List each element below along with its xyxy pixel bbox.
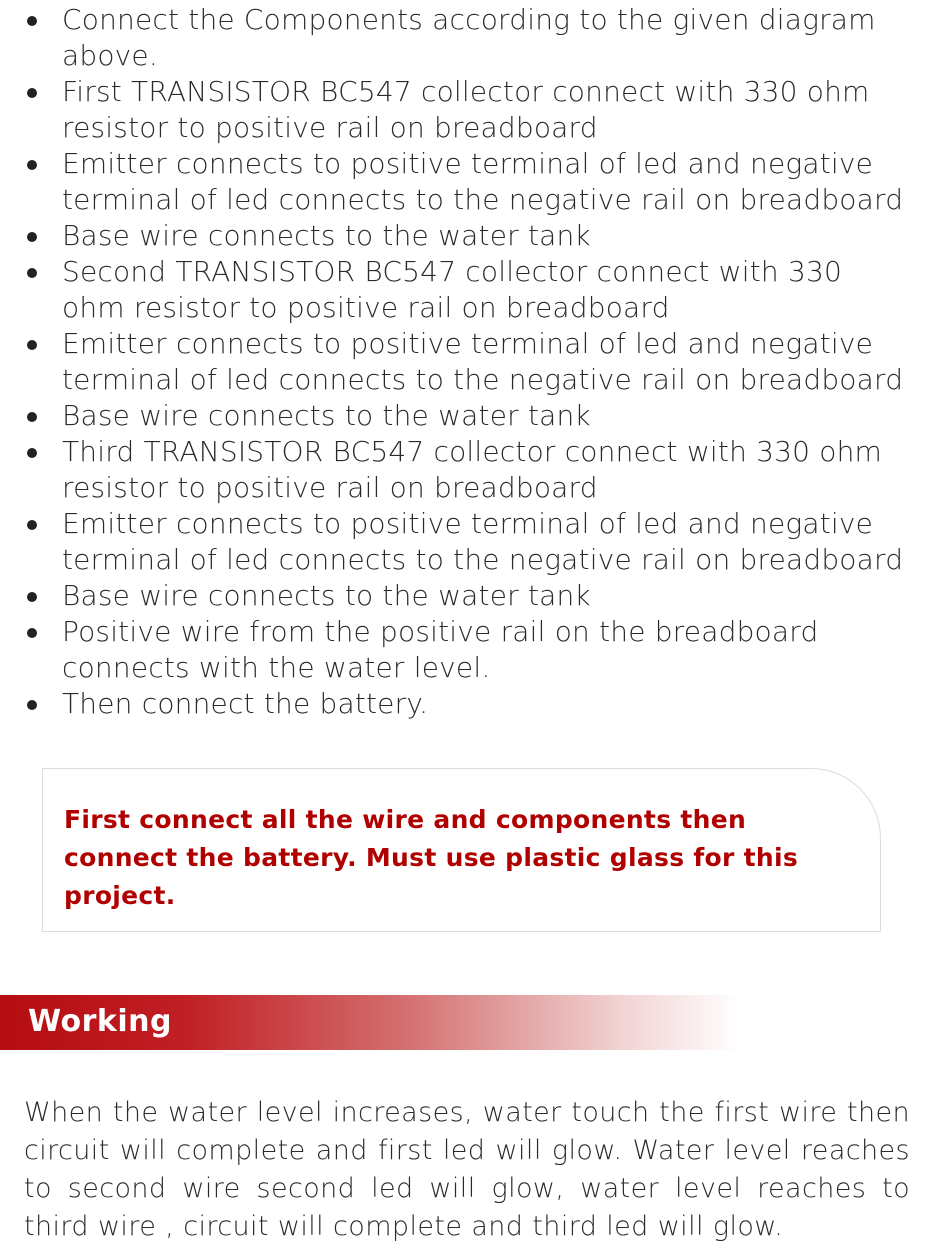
step-item — [0, 74, 931, 146]
step-item — [0, 614, 931, 686]
step-text: Emitter connects to positive terminal of led and negative terminal of led connects to the negative rail on breadboard — [62, 327, 904, 396]
step-item — [0, 686, 931, 722]
warning-note-text: First connect all the wire and components then connect the battery. Must use plastic glass for this project. — [64, 805, 799, 910]
bullet-icon — [27, 448, 37, 458]
working-description: When the water level increases, water touch the first wire then circuit will complete and first led will glow. Water level reaches to second wire second led will glow, water level reaches to third wire , circuit will complete and third led will glow. — [24, 1097, 910, 1242]
bullet-icon — [27, 520, 37, 530]
bullet-icon — [27, 592, 37, 602]
step-text: Then connect the battery. — [62, 687, 429, 720]
step-text: Emitter connects to positive terminal of led and negative terminal of led connects to the negative rail on breadboard — [62, 147, 904, 216]
bullet-icon — [27, 340, 37, 350]
step-item — [0, 434, 931, 506]
step-item — [0, 578, 931, 614]
step-text: Base wire connects to the water tank — [62, 399, 591, 432]
bullet-icon — [27, 16, 37, 26]
bullet-icon — [27, 232, 37, 242]
bullet-icon — [27, 412, 37, 422]
step-text: Second TRANSISTOR BC547 collector connect with 330 ohm resistor to positive rail on breadboard — [62, 255, 842, 324]
step-item — [0, 326, 931, 398]
bullet-icon — [27, 160, 37, 170]
step-text: Base wire connects to the water tank — [62, 219, 591, 252]
step-text: Positive wire from the positive rail on the breadboard connects with the water level. — [62, 615, 819, 684]
step-text: First TRANSISTOR BC547 collector connect with 330 ohm resistor to positive rail on breadboard — [62, 75, 870, 144]
step-text: Emitter connects to positive terminal of led and negative terminal of led connects to the negative rail on breadboard — [62, 507, 904, 576]
assembly-steps-list — [0, 2, 931, 722]
step-item — [0, 254, 931, 326]
warning-note-box — [42, 768, 881, 932]
working-section-header — [0, 995, 740, 1050]
bullet-icon — [27, 700, 37, 710]
bullet-icon — [27, 88, 37, 98]
step-item — [0, 218, 931, 254]
step-text: Base wire connects to the water tank — [62, 579, 591, 612]
bullet-icon — [27, 628, 37, 638]
step-item — [0, 2, 931, 74]
step-text: Connect the Components according to the given diagram above. — [62, 3, 876, 72]
step-text: Third TRANSISTOR BC547 collector connect with 330 ohm resistor to positive rail on breadboard — [62, 435, 883, 504]
bullet-icon — [27, 268, 37, 278]
step-item — [0, 398, 931, 434]
section-title: Working — [28, 1004, 172, 1039]
step-item — [0, 146, 931, 218]
step-item — [0, 506, 931, 578]
